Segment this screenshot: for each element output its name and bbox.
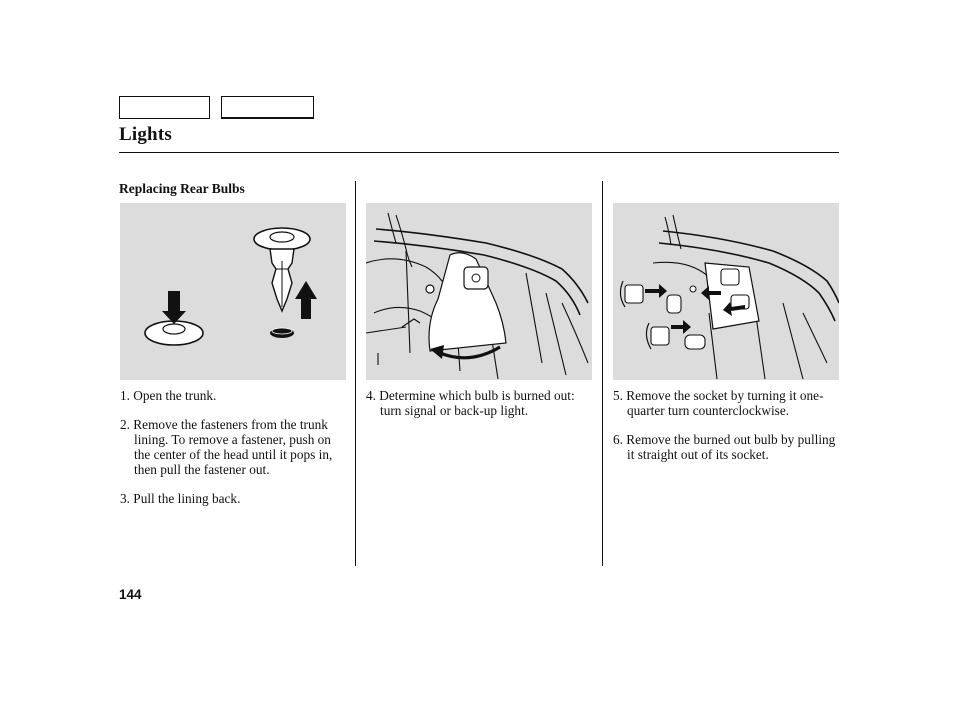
arrow-icon-1 [645, 284, 667, 298]
push-down-arrow-icon [162, 291, 186, 324]
trunk-lining-drawing [366, 203, 592, 380]
step-2: 2. Remove the fasteners from the trunk lining. To remove a fastener, push on the center of the head until it pops in, then pull the fastener out. [120, 417, 333, 477]
pull-up-arrow-icon [295, 281, 317, 319]
socket-removal-illustration [613, 203, 839, 380]
fastener-icon [426, 285, 434, 293]
arrow-icon-4 [671, 320, 691, 334]
bulb-icon-1 [667, 295, 681, 313]
trunk-lining-illustration [366, 203, 592, 380]
step-1: 1. Open the trunk. [120, 388, 217, 403]
column-divider-1 [355, 181, 356, 566]
column-divider-2 [602, 181, 603, 566]
title-divider [119, 152, 839, 153]
step-5: 5. Remove the socket by turning it one-quarter turn counterclockwise. [613, 388, 824, 418]
page-title: Lights [119, 124, 172, 145]
section-subtitle: Replacing Rear Bulbs [119, 181, 245, 196]
bulb-housing-icon [464, 267, 488, 289]
step-6: 6. Remove the burned out bulb by pulling it straight out of its socket. [613, 432, 836, 462]
steps-column-1 [120, 388, 350, 520]
steps-column-3 [613, 388, 845, 476]
step-4: 4. Determine which bulb is burned out: turn signal or back-up light. [366, 388, 575, 418]
header-tab-box-2 [221, 96, 314, 119]
bulb-icon-2 [685, 335, 705, 349]
socket-removal-drawing [613, 203, 839, 380]
header-tab-box-1 [119, 96, 210, 119]
removed-socket-icon-2 [651, 327, 669, 345]
fastener-drawing [120, 203, 346, 380]
steps-column-2 [366, 388, 588, 432]
removed-socket-icon-1 [625, 285, 643, 303]
fastener-illustration [120, 203, 346, 380]
socket-icon-upper [721, 269, 739, 285]
page-number: 144 [119, 587, 142, 602]
step-3: 3. Pull the lining back. [120, 491, 241, 506]
